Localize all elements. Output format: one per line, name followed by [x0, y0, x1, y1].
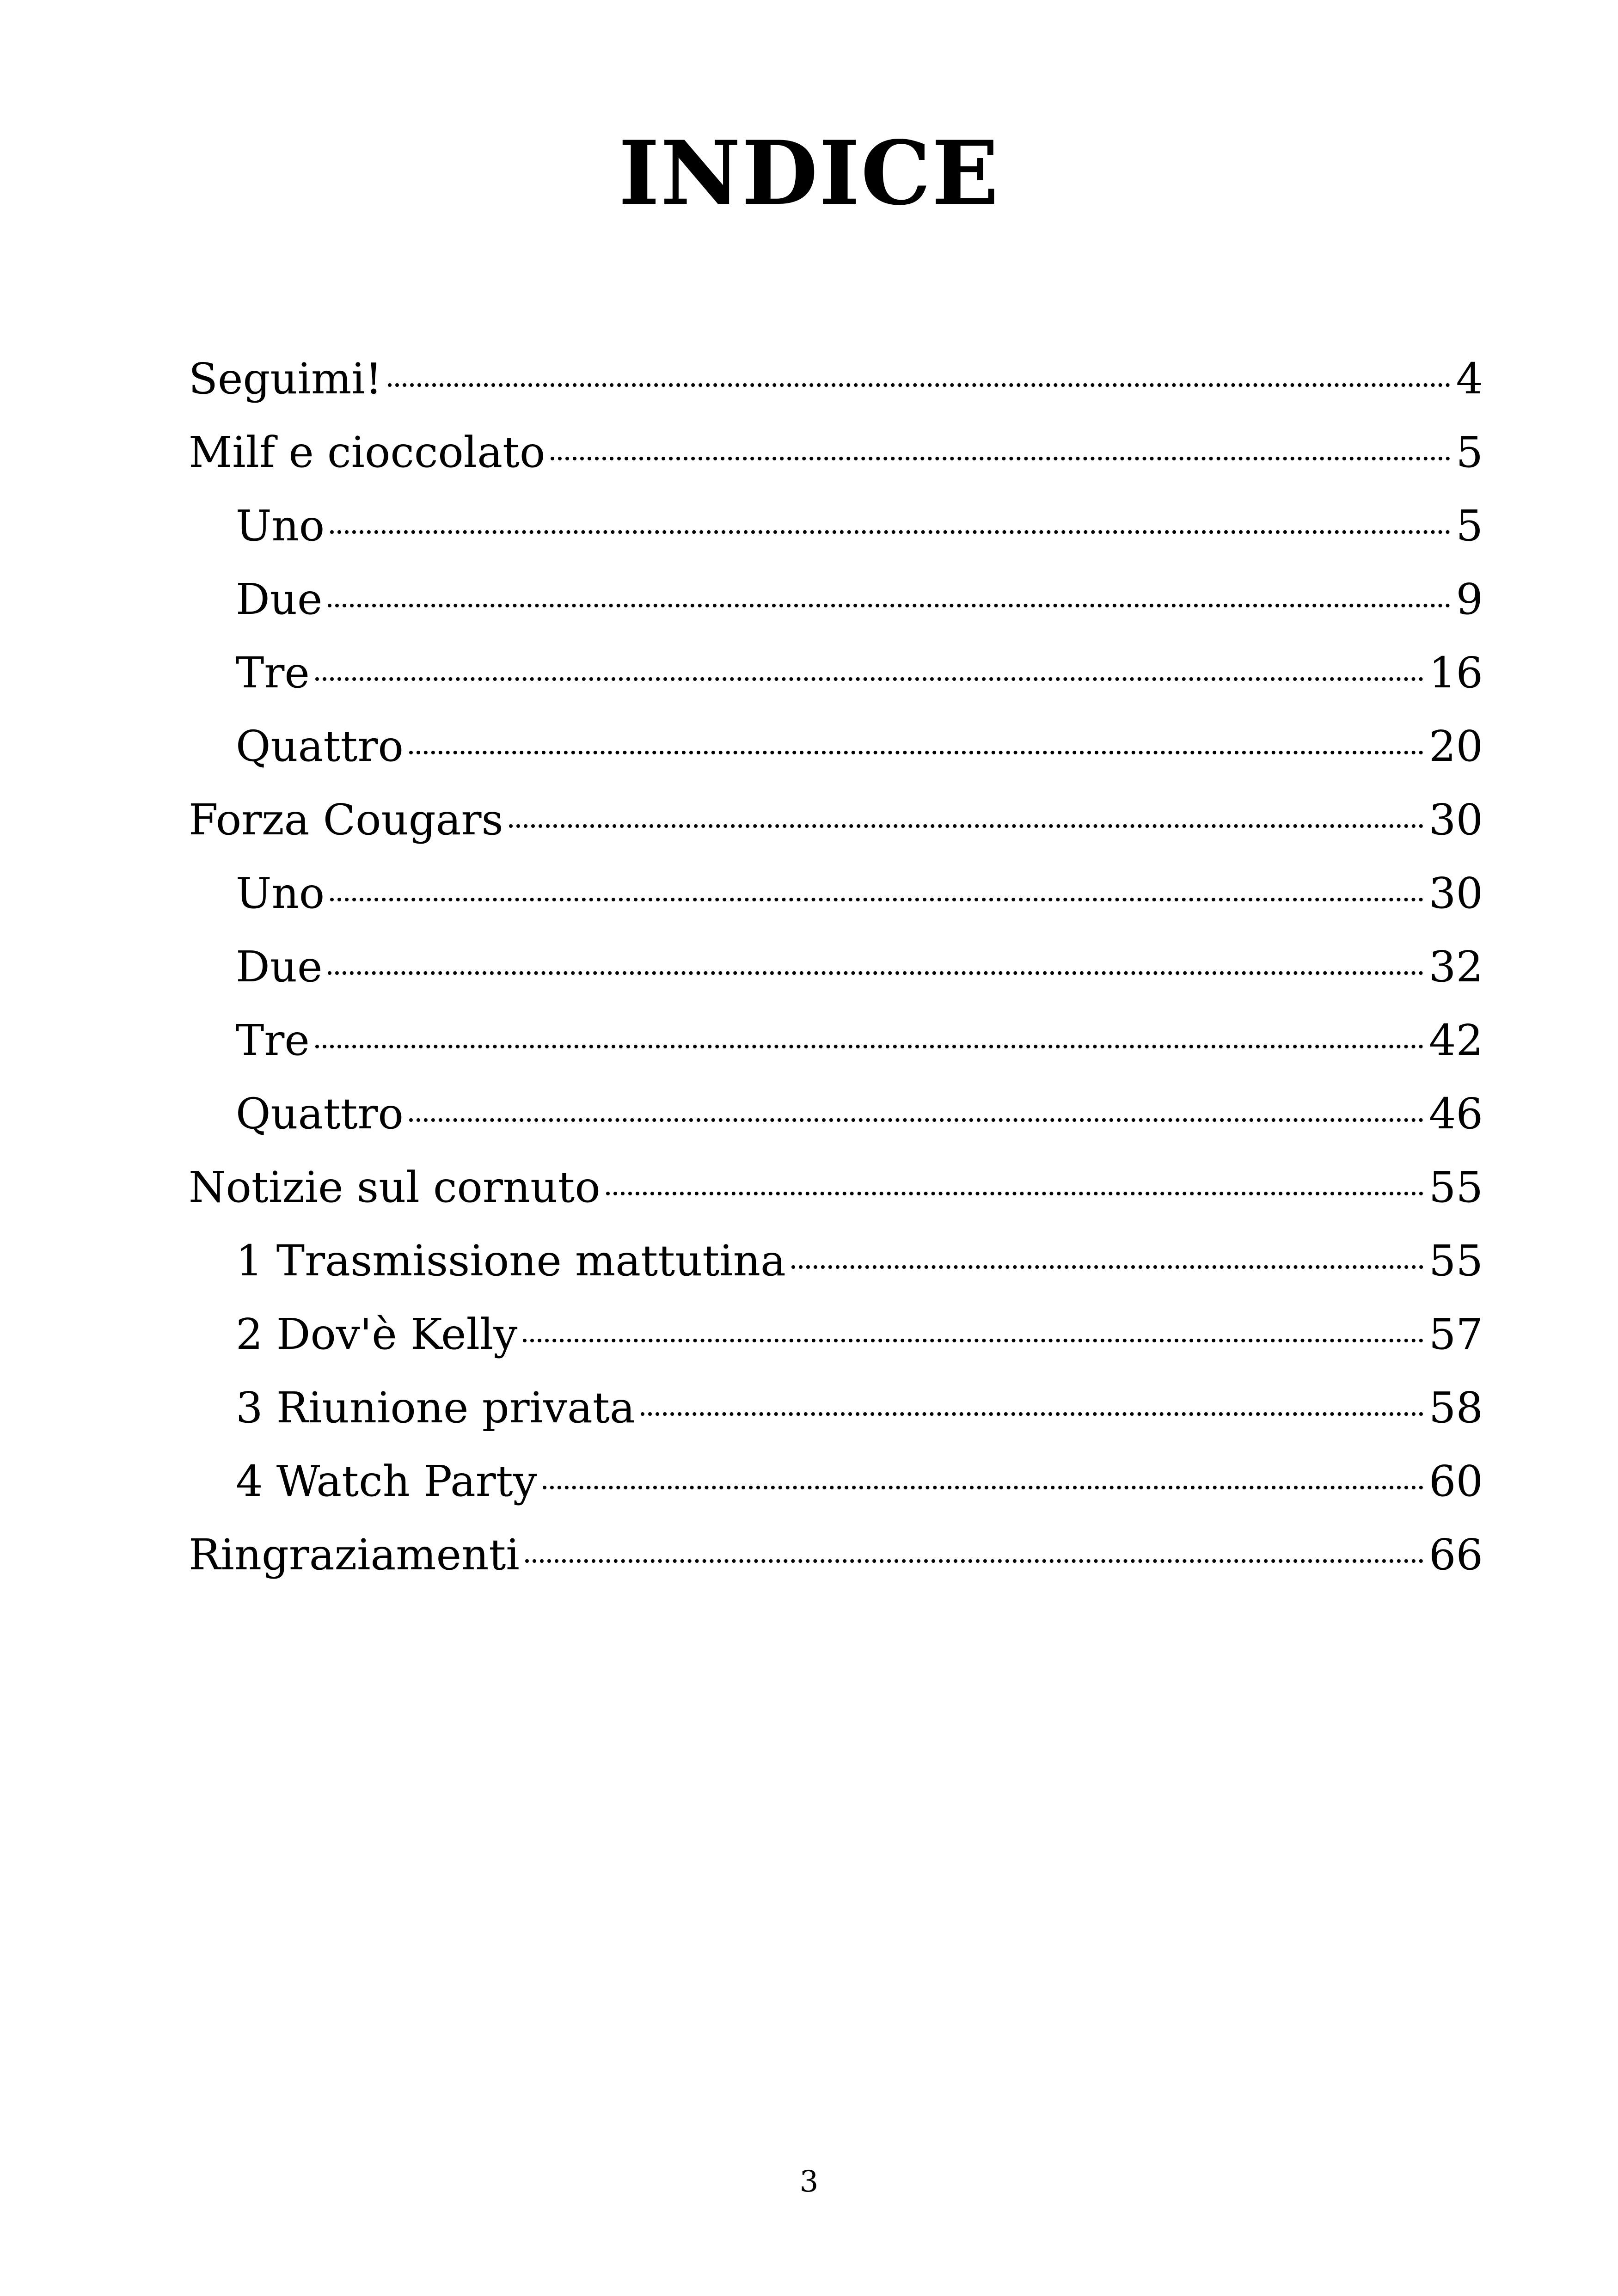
toc-entry-page: 30	[1428, 795, 1483, 845]
toc-entry-uno[interactable]	[189, 491, 1483, 565]
dot-leader	[388, 383, 1451, 387]
toc-entry-uno[interactable]	[189, 859, 1483, 932]
toc-entry-title: Tre	[236, 648, 310, 698]
dot-leader	[606, 1192, 1423, 1195]
toc-entry-page: 20	[1428, 722, 1483, 771]
toc-entry-due[interactable]	[189, 932, 1483, 1006]
toc-entry-page: 32	[1428, 942, 1483, 992]
toc-entry-page: 5	[1456, 428, 1483, 477]
toc-entry-title: Due	[236, 575, 323, 624]
toc-entry-page: 4	[1456, 354, 1483, 404]
toc-entry-tre[interactable]	[189, 638, 1483, 712]
toc-entry-due[interactable]	[189, 565, 1483, 638]
dot-leader	[543, 1486, 1423, 1489]
dot-leader	[328, 971, 1423, 975]
toc-entry-notizie-sul-cornuto[interactable]	[189, 1153, 1483, 1226]
dot-leader	[551, 457, 1450, 460]
toc-entry-title: Quattro	[236, 722, 404, 771]
toc-entry-title: Milf e cioccolato	[189, 428, 545, 477]
toc-entry-riunione-privata[interactable]	[189, 1373, 1483, 1447]
toc-entry-page: 60	[1428, 1457, 1483, 1506]
toc-entry-page: 42	[1428, 1016, 1483, 1065]
toc-entry-forza-cougars[interactable]	[189, 785, 1483, 859]
dot-leader	[328, 604, 1450, 607]
dot-leader	[523, 1339, 1423, 1342]
toc-entry-title: Due	[236, 942, 323, 992]
toc-entry-page: 55	[1428, 1163, 1483, 1212]
toc-entry-page: 30	[1428, 869, 1483, 918]
toc-entry-title: Tre	[236, 1016, 310, 1065]
toc-entry-page: 9	[1456, 575, 1483, 624]
toc-entry-watch-party[interactable]	[189, 1447, 1483, 1520]
toc-entry-quattro[interactable]	[189, 712, 1483, 785]
toc-entry-page: 55	[1428, 1236, 1483, 1286]
toc-entry-trasmissione-mattutina[interactable]	[189, 1226, 1483, 1300]
dot-leader	[409, 751, 1423, 754]
table-of-contents	[189, 344, 1483, 1594]
toc-entry-title: Uno	[236, 501, 325, 551]
dot-leader	[509, 824, 1423, 828]
toc-entry-page: 58	[1428, 1383, 1483, 1433]
toc-entry-title: 1 Trasmissione mattutina	[236, 1236, 786, 1286]
toc-entry-title: Quattro	[236, 1089, 404, 1139]
toc-entry-seguimi[interactable]	[189, 344, 1483, 418]
page-number: 3	[799, 2165, 819, 2199]
toc-entry-page: 46	[1428, 1089, 1483, 1139]
dot-leader	[330, 898, 1423, 901]
toc-entry-title: 2 Dov'è Kelly	[236, 1310, 518, 1359]
toc-entry-title: Notizie sul cornuto	[189, 1163, 601, 1212]
toc-entry-title: Seguimi!	[189, 354, 382, 404]
toc-entry-dove-kelly[interactable]	[189, 1300, 1483, 1373]
toc-entry-title: 4 Watch Party	[236, 1457, 537, 1506]
dot-leader	[791, 1265, 1423, 1269]
toc-entry-quattro[interactable]	[189, 1079, 1483, 1153]
toc-entry-tre[interactable]	[189, 1006, 1483, 1079]
dot-leader	[525, 1559, 1423, 1563]
toc-entry-title: Uno	[236, 869, 325, 918]
toc-entry-title: 3 Riunione privata	[236, 1383, 635, 1433]
toc-entry-page: 66	[1428, 1530, 1483, 1580]
dot-leader	[315, 1045, 1423, 1048]
toc-entry-page: 5	[1456, 501, 1483, 551]
page-title: INDICE	[618, 122, 1000, 225]
dot-leader	[641, 1412, 1423, 1416]
dot-leader	[330, 530, 1450, 534]
toc-entry-title: Forza Cougars	[189, 795, 503, 845]
toc-entry-page: 57	[1428, 1310, 1483, 1359]
dot-leader	[409, 1118, 1423, 1122]
toc-entry-page: 16	[1428, 648, 1483, 698]
dot-leader	[315, 677, 1423, 681]
toc-entry-title: Ringraziamenti	[189, 1530, 520, 1580]
toc-entry-ringraziamenti[interactable]	[189, 1520, 1483, 1594]
toc-entry-milf-e-cioccolato[interactable]	[189, 418, 1483, 491]
